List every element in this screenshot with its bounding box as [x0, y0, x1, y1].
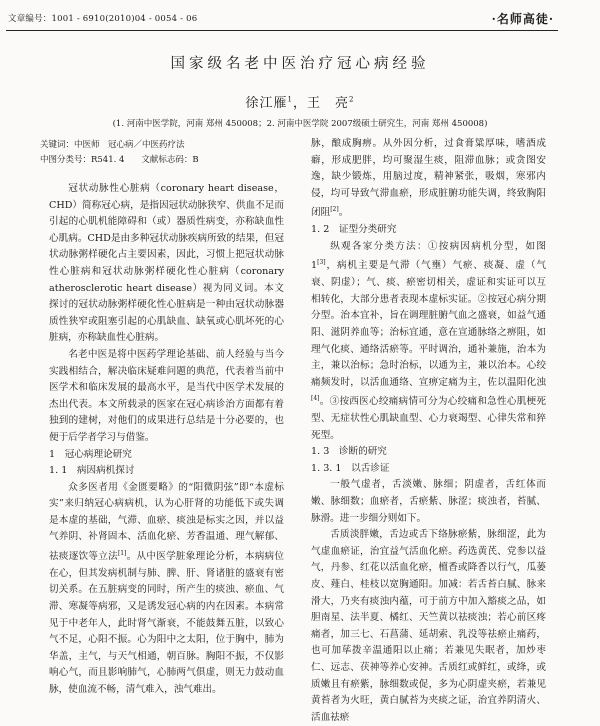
- citation: [3]: [317, 259, 326, 267]
- classification: 中图分类号：R541. 4 文献标志码：B: [40, 155, 199, 165]
- classification-paragraph: [311, 239, 546, 445]
- classification-text: 纵观各家分类方法：①按病因病机分型，如图1: [311, 240, 546, 272]
- tongue-diagnosis-paragraph: 一般气虚者，舌淡嫩、脉细；阴虚者，舌红体而嫩、脉细数；血瘀者，舌瘀紫、脉涩；痰浊者，苔腻、脉滑。进一步细分则如下。: [311, 479, 546, 524]
- column-label: ·名师高徒·: [491, 12, 554, 26]
- subsection-heading: 1. 1 病因病机探讨: [49, 465, 135, 477]
- author-2-affil: 2: [349, 95, 355, 104]
- continued-paragraph: [311, 136, 546, 222]
- background-paragraph: 名老中医是将中医药学理论基础、前人经验与当今实践相结合，解决临床疑难问题的典范，代表着当前中医学术和临床发展的最高水平，是当代中医学术发展的杰出代表。本文所载录的医家在冠心病诊治方面都有着独到的建树，对他们的成果进行总结是十分必要的，也便于后学者学习与借鉴。: [49, 348, 284, 443]
- continued-text-end: 。: [338, 207, 349, 219]
- continued-text: 脉，酿成胸痹。从外因分析，过食膏粱厚味，嗜酒成癖，形成肥胖，均可聚湿生痰，阻滞血脉；或贪图安逸，缺少锻炼，用脑过度，精神紧张，吸烟，寒邪内侵，均可导致气滞血瘀，形成脏腑功能失调，终致胸阳闭阻: [311, 138, 546, 219]
- subsection-heading: 1. 2 证型分类研究: [311, 224, 397, 236]
- left-column: [49, 181, 284, 699]
- citation: [2]: [330, 206, 339, 214]
- subsubsection-heading: 1. 3. 1 以舌诊证: [311, 462, 390, 474]
- section-heading: 1 冠心病理论研究: [49, 448, 132, 460]
- author-1-affil: 1: [287, 95, 293, 104]
- header-rule: [6, 30, 558, 31]
- author-separator: ，: [292, 96, 307, 111]
- article-title: 国家级名老中医治疗冠心病经验: [170, 56, 430, 72]
- subsection-heading: 1. 3 诊断的研究: [311, 446, 387, 458]
- author-1: 徐江雁: [245, 96, 288, 111]
- classification-text-cont: ，病机主要是气滞（气壅）气瘀、痰凝、虚（气衰、阴虚）；气、痰、瘀密切相关，虚证和实证可以互相转化，大部分患者表现本虚标实证。②按冠心病分期分型。治本宜补，旨在调理脏腑气血之盛衰，如益气通阳、滋阴养血等；治标宜通，意在宣通脉络之痹阻，如理气化痰、通络活瘀等。平时调治，通补兼施，治本为主，兼以治标；急时治标，以通为主，兼以治本。心绞痛频发时，以活血通络、宣痹定痛为主，佐以温阳化浊: [311, 260, 546, 388]
- article-number: 文章编号：1001 - 6910(2010)04 - 0054 - 06: [8, 14, 198, 24]
- intro-paragraph: 冠状动脉性心脏病（coronary heart disease，CHD）简称冠心病，是指因冠状动脉狭窄、供血不足而引起的心肌机能障碍和（或）器质性病变，亦称缺血性心肌病。CHD是由多种冠状动脉疾病所致的结果，但冠状动脉粥样硬化占主要因素，因此，习惯上把冠状动脉性心脏病和冠状动脉粥样硬化性心脏病（coronary atherosclerotic heart disease）视为同义词。本文探讨的冠状动脉粥样硬化性心脏病是一种由冠状动脉器质性狭窄或阻塞引起的心肌缺血、缺氧或心肌坏死的心脏病，亦称缺血性心脏病。: [49, 183, 284, 344]
- keywords: 关键词：中医师 冠心病／中医药疗法: [40, 140, 185, 150]
- etiology-text-cont: 。从中医学脏象理论分析，本病病位在心，但其发病机制与肺、脾、肝、肾诸脏的盛衰有密切关系。在五脏病变的同时，所产生的痰浊、瘀血、气滞、寒凝等病邪，又是诱发冠心病的内在因素。本病常见于中老年人，此时肾气渐衰，不能鼓舞五脏，以致心气不足，心阳不振。心为阳中之太阳，位于胸中，肺为华盖，主气，与天气相通，朝百脉。胸阳不振，不仅影响心气，而且影响肺气，心肺两气俱虚，则无力鼓动血脉，使血流不畅，清气难入，浊气难出。: [49, 551, 285, 695]
- author-2: 王 亮: [307, 96, 350, 111]
- tongue-detail-paragraph: 舌质淡胖嫩，舌边或舌下络脉瘀紫，脉细涩，此为气虚血瘀证，治宜益气活血化瘀。药选黄芪、党参以益气，丹参、红花以活血化瘀，檀香或降香以行气，瓜蒌皮、薤白、桂枝以宽胸通阳。加减：若舌苔白腻、脉来滑大，乃夹有痰浊内蕴，可于前方中加入豁痰之品，如胆南星、法半夏、橘红、天竺黄以祛痰浊；若心前区疼痛者，加三七、石菖蒲、延胡索、乳没等祛瘀止痛药，也可加荜拨辛温通阳以止痛；若兼见失眠者，加炒枣仁、远志、茯神等养心安神。舌质红或鲜红，或绛，或质嫩且有瘀紫，脉细数或促，多为心阴虚夹瘀，若兼见黄苔者为火旺，黄白腻苔为夹痰之证，治宜养阴清火、活血祛瘀: [311, 529, 546, 723]
- citation: [4]: [311, 395, 320, 403]
- classification-text-end: 。③按西医心绞痛病情可分为心绞痛和急性心肌梗死型、无症状性心肌缺血型、心力衰竭型、心律失常和猝死型。: [311, 396, 546, 441]
- right-column: [311, 136, 546, 726]
- author-line: [0, 92, 600, 111]
- citation: [1]: [117, 550, 127, 558]
- etiology-paragraph: [49, 480, 284, 699]
- affiliation: (1. 河南中医学院，河南 郑州 450008；2. 河南中医学院 2007级硕士研究生，河南 郑州 450008): [112, 119, 488, 129]
- etiology-text: 众多医者用《金匮要略》的“阳微阴弦”即“本虚标实”来归纳冠心病病机，认为心肝肾的功能低下或失调是本虚的基础，气滞、血瘀、痰浊是标实之因，并以益气养阴、补肾固本、活血化瘀、芳香温通、理气解郁、祛痰逐饮等立法: [49, 481, 284, 563]
